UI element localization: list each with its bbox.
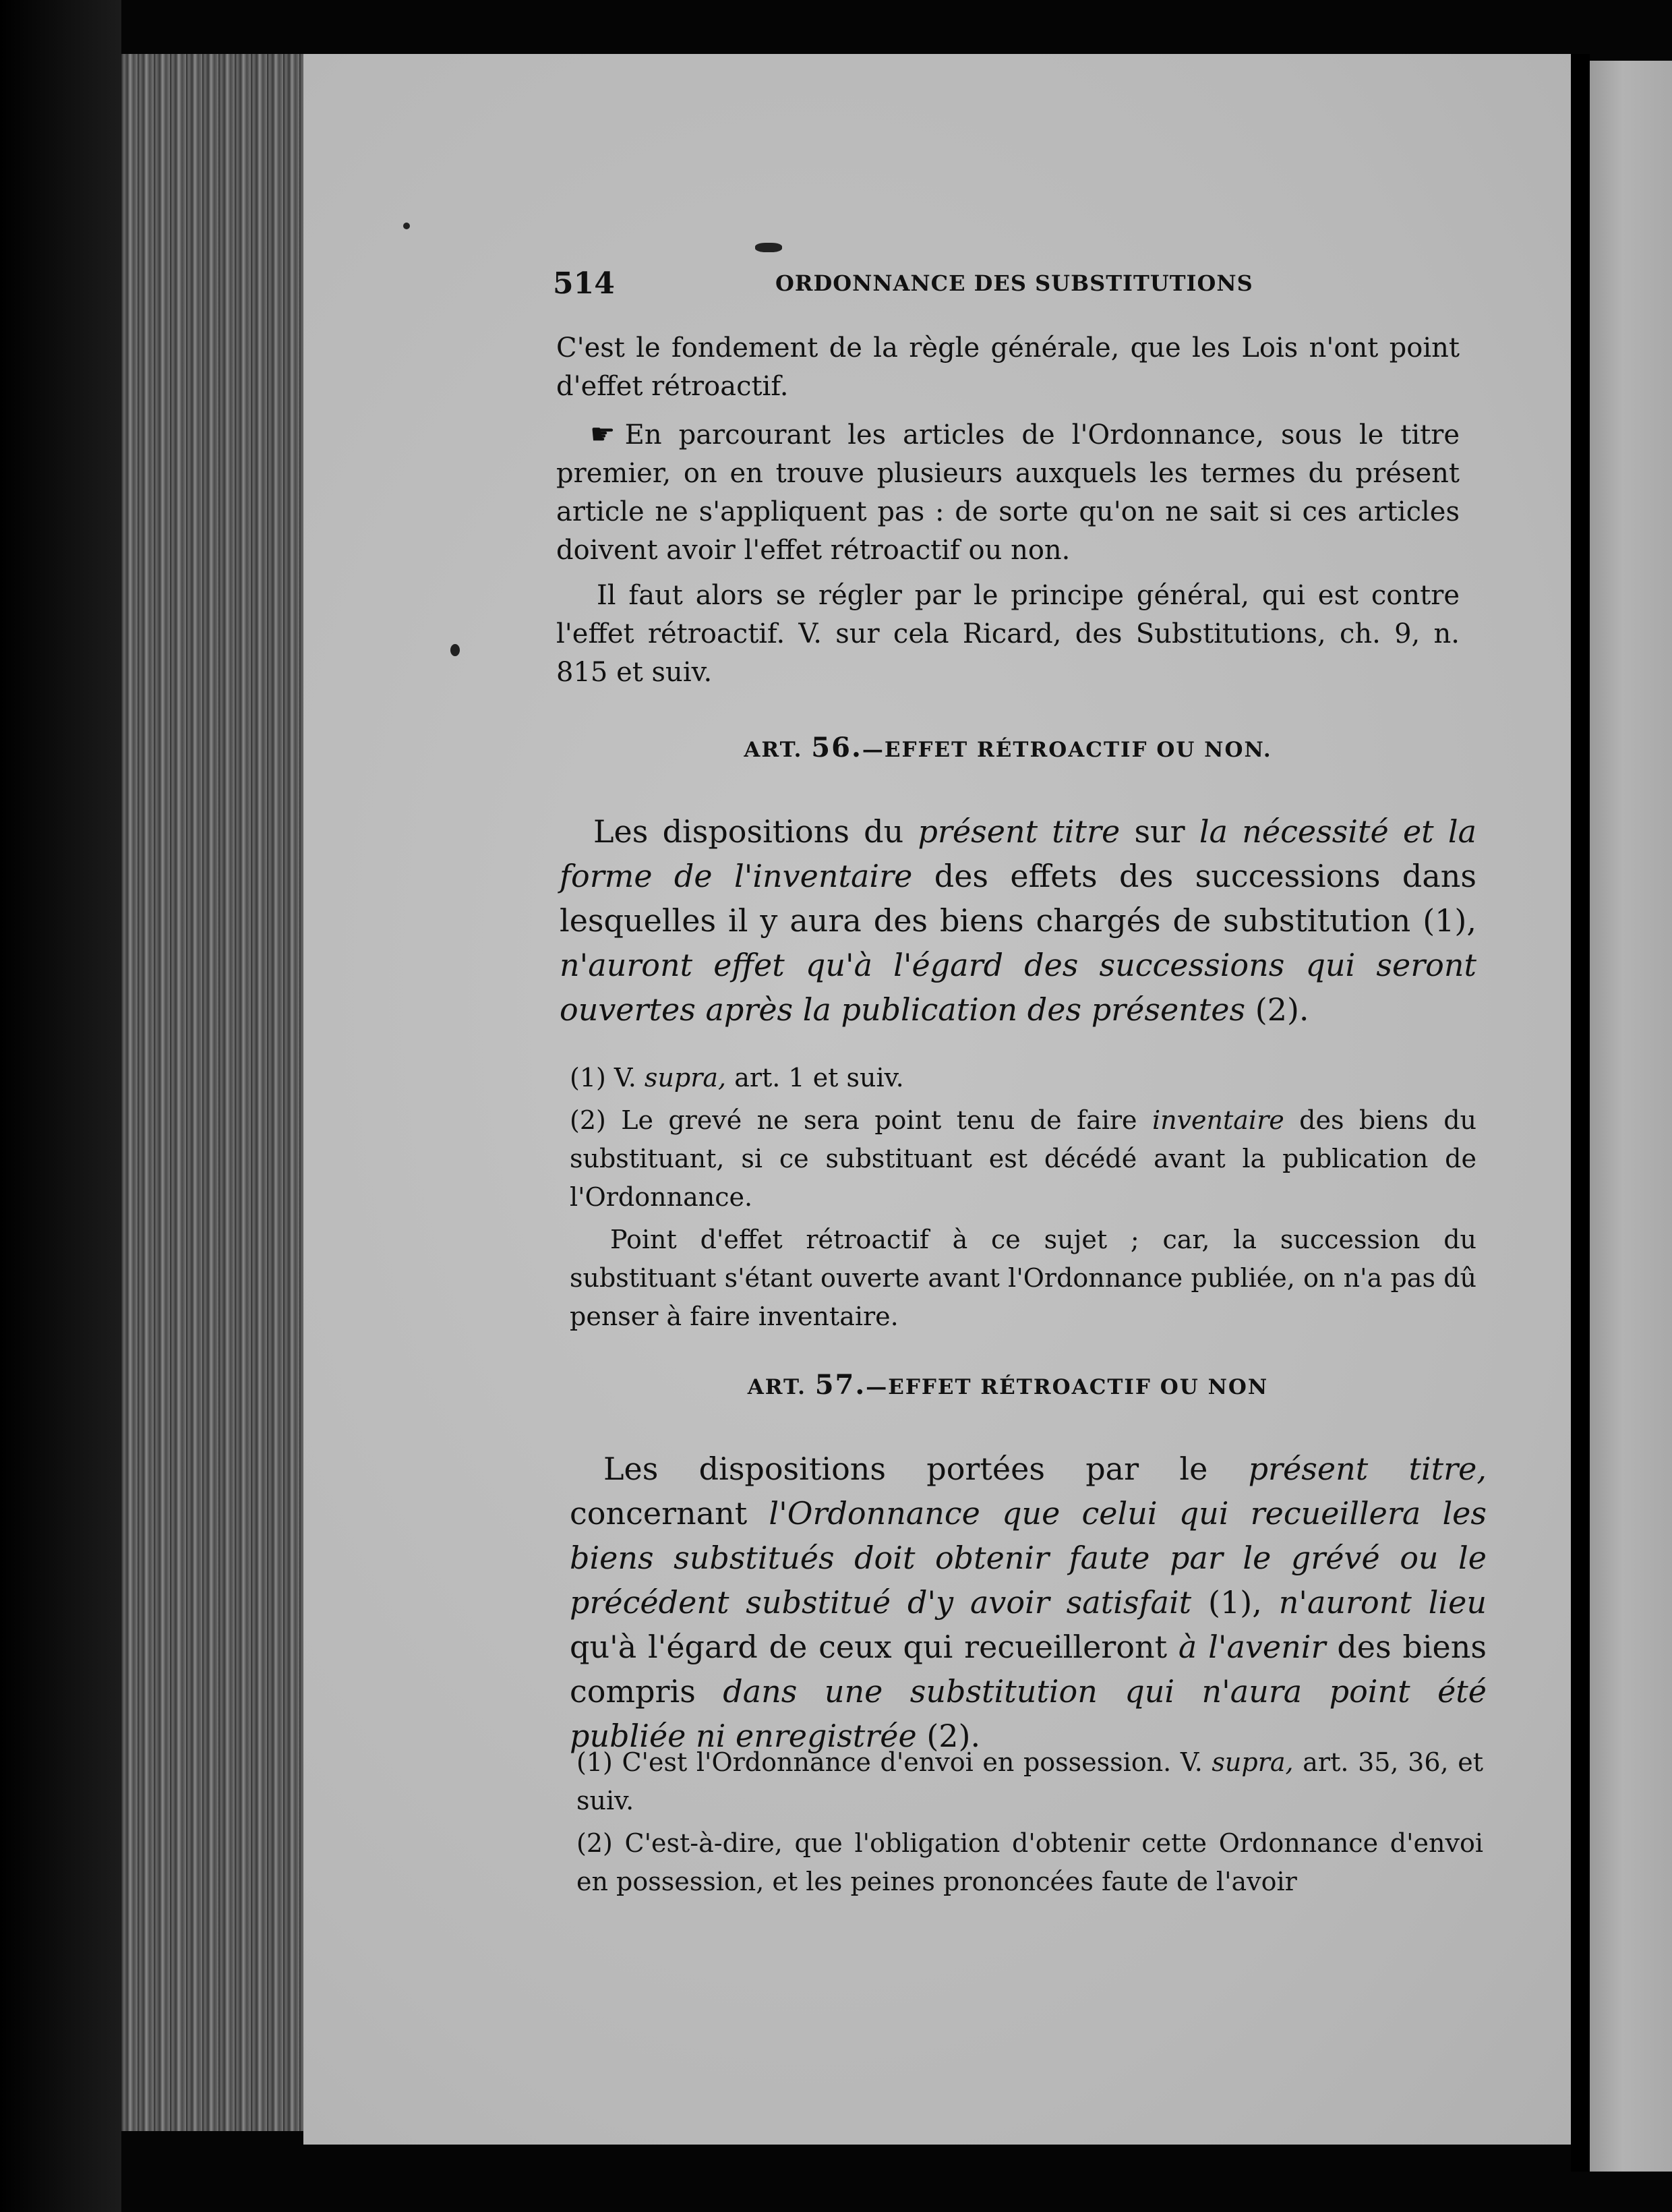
intro-text-2-body: En parcourant les articles de l'Ordonnance, sous le titre premier, on en trouve plusieurs auxquels les termes du présent article ne s'appliquent pas : de sorte qu'on ne sait si ces articles doivent avoir l'effet rétroactif ou non. [556, 419, 1460, 566]
italic-run: à l'avenir [1178, 1629, 1326, 1665]
article-56-heading [556, 732, 1460, 763]
article-number: 56. [811, 732, 862, 763]
scan-border-left [0, 0, 121, 2212]
text-run: (2). [926, 1718, 981, 1754]
intro-paragraphs [556, 415, 1460, 699]
text-run: (1) C'est l'Ordonnance d'envoi en possession. V. [576, 1747, 1203, 1777]
footnote-1 [570, 1059, 1476, 1097]
running-title: ORDONNANCE DES SUBSTITUTIONS [775, 270, 1253, 296]
article-prefix: ART. [744, 738, 803, 762]
italic-run: présent titre [918, 813, 1121, 850]
intro-text-3: Il faut alors se régler par le principe général, qui est contre l'effet rétroactif. V. sur cela Ricard, des Substitutions, ch. 9, n. 815 et suiv. [556, 580, 1460, 688]
italic-run: l'Ordonnance que celui qui recueillera les biens substitués doit obtenir faute par le grévé ou le précédent substitué d'y avoir satisfait [570, 1495, 1487, 1621]
italic-run: dans une substitution qui n'aura point été publiée ni enregistrée [570, 1673, 1487, 1754]
text-run: concernant [570, 1495, 748, 1532]
text-run: Les dispositions du [593, 813, 904, 850]
pointing-hand-icon: ☛ [590, 417, 616, 450]
intro-paragraph-1 [556, 329, 1460, 413]
text-run: Les dispositions portées par le [603, 1451, 1208, 1487]
text-run: sur [1134, 813, 1185, 850]
dust-speck [450, 644, 460, 656]
text-run: (2). [1255, 991, 1309, 1028]
article-57-footnotes [576, 1743, 1483, 1905]
footnote-2-continued: Point d'effet rétroactif à ce sujet ; car, la succession du substituant s'étant ouverte avant l'Ordonnance publiée, on n'a pas dû penser à faire inventaire. [570, 1225, 1476, 1331]
italic-run: supra, [644, 1063, 727, 1093]
italic-run: supra, [1212, 1747, 1294, 1777]
text-run: (2) Le grevé ne sera point tenu de faire [570, 1105, 1137, 1135]
dust-speck [755, 243, 782, 252]
article-title: —EFFET RÉTROACTIF OU NON [866, 1375, 1269, 1399]
intro-text-2 [556, 415, 1460, 570]
dust-speck [403, 223, 410, 229]
article-56-text [560, 809, 1476, 1032]
text-run: qu'à l'égard de ceux qui recueilleront [570, 1629, 1168, 1665]
footnote-2: (2) C'est-à-dire, que l'obligation d'obtenir cette Ordonnance d'envoi en possession, et les peines prononcées faute de l'avoir [576, 1828, 1483, 1896]
book-gutter [1571, 54, 1590, 2172]
article-number: 57. [814, 1369, 866, 1401]
italic-run: la nécessité et la forme de l'inventaire [560, 813, 1477, 894]
article-title: —EFFET RÉTROACTIF OU NON. [862, 738, 1272, 762]
running-header [553, 266, 1254, 307]
page-number: 514 [553, 266, 615, 301]
footnote-2 [570, 1101, 1476, 1217]
text-run: des biens du substituant, si ce substituant est décédé avant la publication de l'Ordonnance. [570, 1105, 1476, 1212]
article-prefix: ART. [747, 1375, 806, 1399]
book-fore-edge [121, 54, 303, 2131]
intro-text-1: C'est le fondement de la règle générale, que les Lois n'ont point d'effet rétroactif. [556, 332, 1460, 402]
italic-run: n'auront lieu [1278, 1584, 1487, 1621]
text-run: (1) V. [570, 1063, 636, 1093]
text-run: des biens compris [570, 1629, 1487, 1710]
text-run: art. 1 et suiv. [734, 1063, 904, 1093]
italic-run: inventaire [1152, 1105, 1284, 1135]
text-run: des effets des successions dans lesquelles il y aura des biens chargés de substitution (1), [560, 858, 1476, 939]
italic-run: présent titre, [1248, 1451, 1487, 1487]
text-run: art. 35, 36, et suiv. [576, 1747, 1483, 1815]
italic-run: n'auront effet qu'à l'égard des successions qui seront ouvertes après la publication des présentes [560, 947, 1476, 1028]
article-56-footnotes [570, 1059, 1476, 1340]
facing-page-edge [1590, 61, 1672, 2172]
text-run: (1), [1208, 1584, 1262, 1621]
article-57-text [570, 1447, 1487, 1758]
article-57-heading [556, 1369, 1460, 1401]
footnote-1 [576, 1743, 1483, 1820]
